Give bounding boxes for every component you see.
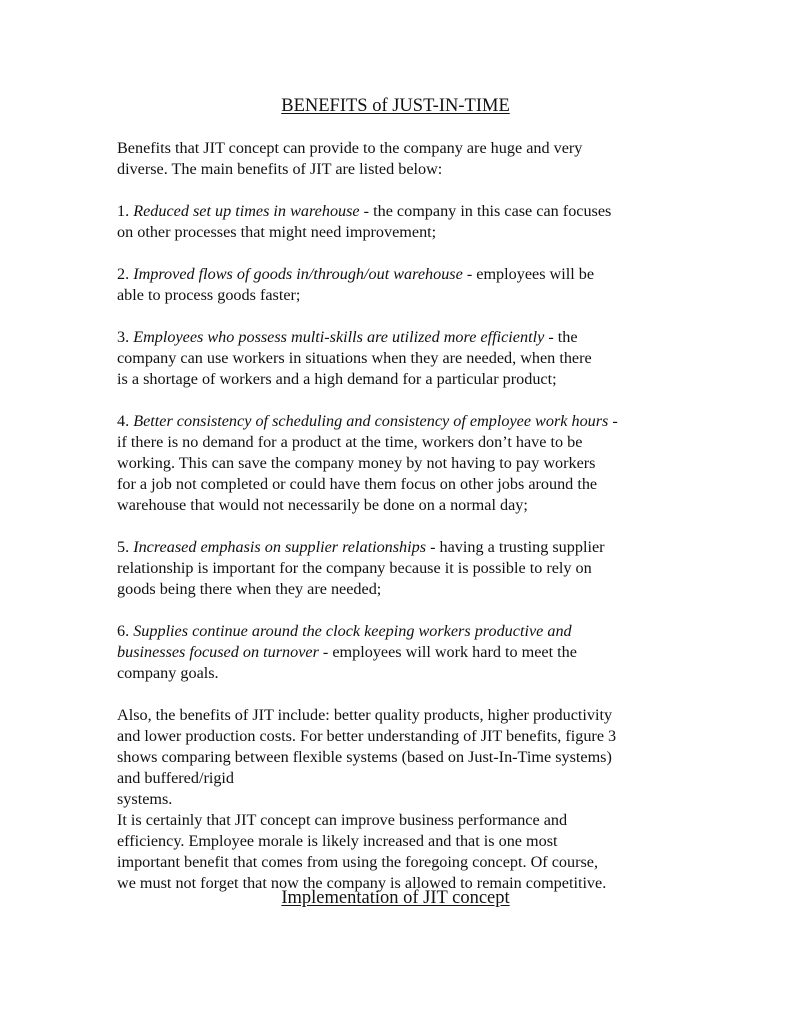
benefit-item-5 [117,537,677,600]
benefit-text: if there is no demand for a product at the time, workers don’t have to be [117,433,583,451]
benefit-item-1 [117,201,677,243]
benefit-text: - having a trusting supplier [426,538,605,556]
benefit-text: able to process goods faster; [117,286,301,304]
benefit-number: 5. [117,538,130,556]
benefit-text: is a shortage of workers and a high demand for a particular product; [117,370,557,388]
benefit-text: relationship is important for the company because it is possible to rely on [117,559,592,577]
benefit-heading: Increased emphasis on supplier relationships [133,538,427,556]
benefit-heading: businesses focused on turnover [117,643,319,661]
benefit-number: 6. [117,622,130,640]
benefit-item-6 [117,621,677,684]
benefit-number: 3. [117,328,130,346]
intro-paragraph [117,138,677,180]
benefit-text: - employees will work hard to meet the [318,643,577,661]
benefit-text: for a job not completed or could have them focus on other jobs around the [117,475,598,493]
closing-line: It is certainly that JIT concept can improve business performance and [117,811,568,829]
page-title: BENEFITS of JUST-IN-TIME [281,96,510,116]
intro-line: diverse. The main benefits of JIT are listed below: [117,160,443,178]
closing-line: and lower production costs. For better understanding of JIT benefits, figure 3 [117,727,617,745]
benefit-text: - the [544,328,578,346]
benefit-text: - employees will be [462,265,595,283]
benefit-heading: Improved flows of goods in/through/out warehouse [133,265,463,283]
section-heading: Implementation of JIT concept [281,888,510,908]
benefit-text: company can use workers in situations when they are needed, when there [117,349,592,367]
benefit-text: goods being there when they are needed; [117,580,382,598]
benefit-text: - the company in this case can focuses [359,202,612,220]
closing-paragraph [117,705,677,894]
benefit-number: 1. [117,202,130,220]
closing-line: and buffered/rigid [117,769,235,787]
benefit-text: - [608,412,618,430]
closing-line: important benefit that comes from using the foregoing concept. Of course, [117,853,598,871]
benefit-item-2 [117,264,677,306]
benefit-heading: Reduced set up times in warehouse [133,202,360,220]
benefit-number: 4. [117,412,130,430]
closing-line: shows comparing between flexible systems (based on Just-In-Time systems) [117,748,612,766]
benefit-text: warehouse that would not necessarily be done on a normal day; [117,496,528,514]
closing-line: we must not forget that now the company is allowed to remain competitive. [117,874,607,892]
benefit-text: company goals. [117,664,219,682]
closing-line: efficiency. Employee morale is likely increased and that is one most [117,832,558,850]
closing-line: systems. [117,790,173,808]
benefit-text: on other processes that might need improvement; [117,223,437,241]
benefit-heading: Better consistency of scheduling and consistency of employee work hours [133,412,609,430]
document-body [117,138,677,894]
intro-line: Benefits that JIT concept can provide to the company are huge and very [117,139,583,157]
benefit-number: 2. [117,265,130,283]
closing-line: Also, the benefits of JIT include: better quality products, higher productivity [117,706,613,724]
benefit-heading: Employees who possess multi-skills are utilized more efficiently [133,328,545,346]
benefit-item-4 [117,411,677,516]
benefit-item-3 [117,327,677,390]
benefit-text: working. This can save the company money by not having to pay workers [117,454,596,472]
benefit-heading: Supplies continue around the clock keeping workers productive and [133,622,572,640]
